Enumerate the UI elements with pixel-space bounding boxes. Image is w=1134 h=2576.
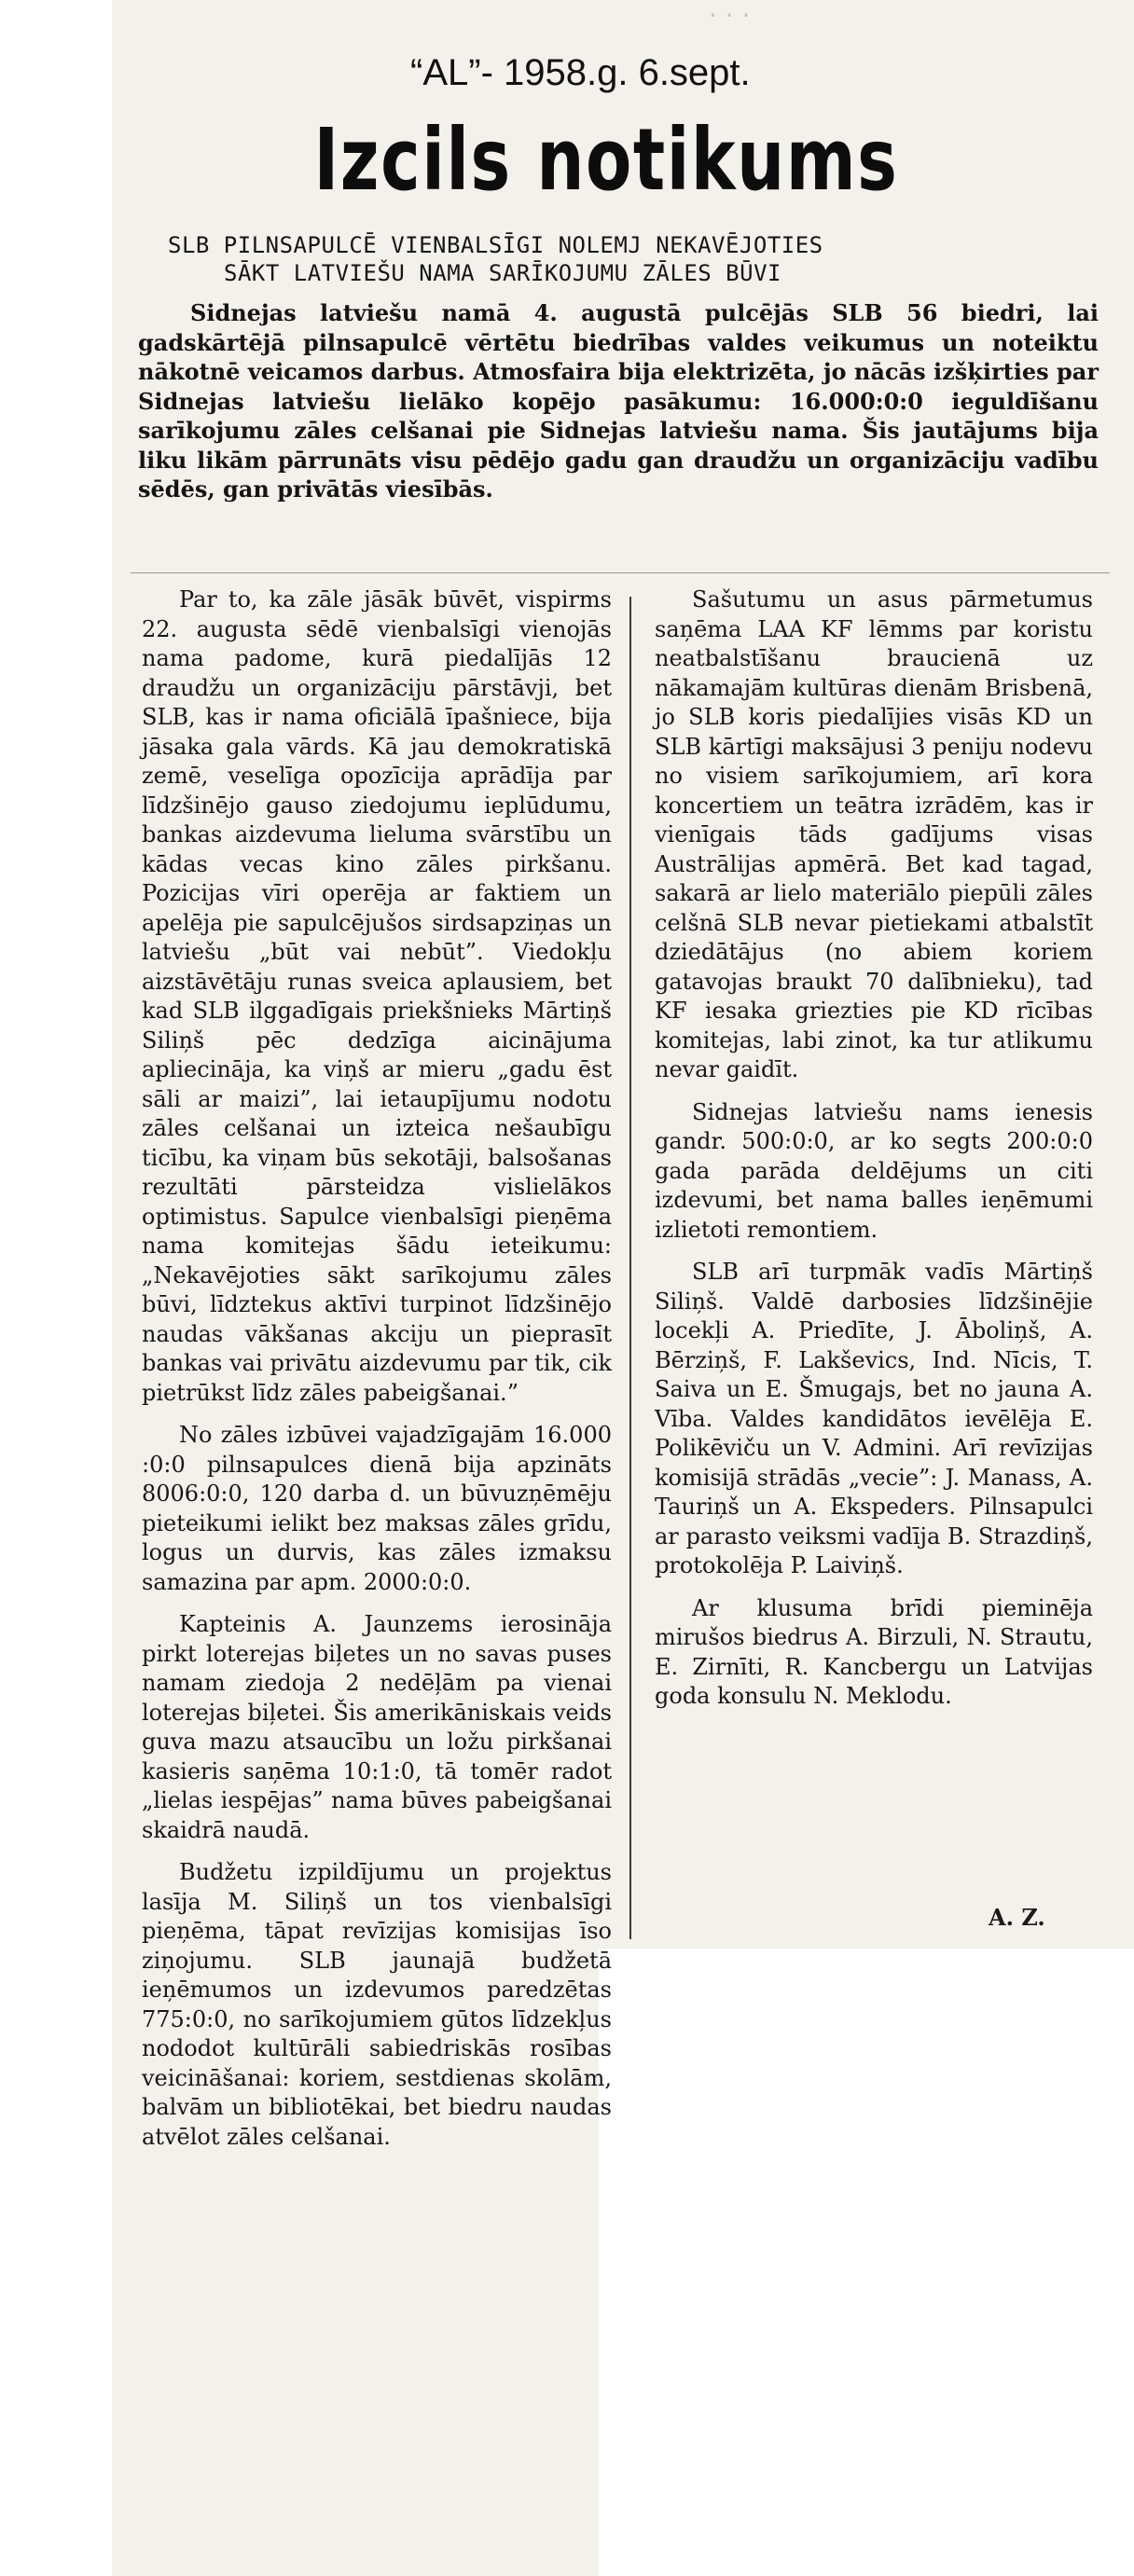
subheadline-line-1: SLB PILNSAPULCĒ VIENBALSĪGI NOLEMJ NEKAVĒJOTIES — [168, 232, 823, 258]
left-paragraph-4: Budžetu izpildījumu un projektus lasīja M. Siliņš un tos vienbalsīgi pieņēma, tāpat revīzijas komisijas īso ziņojumu. SLB jaunajā budžetā ieņēmumos un izdevumos paredzētas 775:0:0, no sarīkojumiem gūtos līdzekļus nododot kultūrāli sabiedriskās rosības veicināšanai: koriem, sestdienas skolām, balvām un bibliotēkai, bet biedru naudas atvēlot zāles celšanai. — [142, 1859, 612, 2150]
right-paragraph-3: SLB arī turpmāk vadīs Mārtiņš Siliņš. Valdē darbosies līdzšinējie locekļi A. Priedīte, J. Āboliņš, A. Bērziņš, F. Lakševics, Ind. Nīcis, T. Saiva un E. Šmugajs, bet no jauna A. Vība. Valdes kandidātos ievēlēja E. Polikēviču un V. Admini. Arī revīzijas komisijā strādās „vecie”: J. Manass, A. Tauriņš un A. Ekspeders. Pilnsapulci ar parasto veiksmi vadīja B. Strazdiņš, protokolēja P. Laiviņš. — [655, 1259, 1093, 1578]
article-column-right — [655, 585, 1093, 1725]
article-headline: Izcils notikums — [313, 110, 899, 210]
lead-divider — [131, 572, 1110, 573]
left-paragraph-2: No zāles izbūvei vajadzīgajām 16.000 :0:0 pilnsapulces dienā bija apzināts 8006:0:0, 120 darba d. un būvuzņēmēju pieteikumi ielikt bez maksas zāles grīdu, logus un durvis, kas zāles izmaksu samazina par apm. 2000:0:0. — [142, 1422, 612, 1595]
source-citation: “AL”- 1958.g. 6.sept. — [410, 52, 751, 93]
subheadline-line-2: SĀKT LATVIEŠU NAMA SARĪKOJUMU ZĀLES BŪVI — [224, 260, 781, 286]
column-divider — [629, 597, 631, 1939]
left-paragraph-1: Par to, ka zāle jāsāk būvēt, vispirms 22. augusta sēdē vienbalsīgi vienojās nama padome, kurā piedalījās 12 draudžu un organizāciju pārstāvji, bet SLB, kas ir nama oficiālā īpašniece, bija jāsaka gala vārds. Kā jau demokratiskā zemē, veselīga opozīcija aprādīja par līdzšinējo gauso ziedojumu ieplūdumu, bankas aizdevuma lieluma svārstību un kādas vecas kino zāles pirkšanu. Pozicijas vīri operēja ar faktiem un apelēja pie sapulcējušos sirdsapziņas un latviešu „būt vai nebūt”. Viedokļu aizstāvētāju runas sveica aplausiem, bet kad SLB ilggadīgais priekšnieks Mārtiņš Siliņš pēc dedzīga aicinājuma apliecināja, ka viņš ar mieru „gadu ēst sāli ar maizi”, lai ietaupījumu nodotu zāles celšanai un izteica nešaubīgu ticību, ka viņam būs sekotāji, balsošanas rezultāti pārsteidza vislielākos optimistus. Sapulce vienbalsīgi pieņēma nama komitejas šādu ieteikumu: „Nekavējoties sākt sarīkojumu zāles būvi, līdztekus aktīvi turpinot līdzšinējo naudas vākšanas akciju un pieprasīt bankas vai privātu aizdevumu par tik, cik pietrūkst līdz zāles pabeigšanai.” — [142, 586, 612, 1406]
right-paragraph-4: Ar klusuma brīdi pieminēja mirušos biedrus A. Birzuli, N. Strautu, E. Zirnīti, R. Kancbergu un Latvijas goda konsulu N. Meklodu. — [655, 1594, 1093, 1709]
right-paragraph-1: Sašutumu un asus pārmetumus saņēma LAA KF lēmms par koristu neatbalstīšanu braucienā uz nākamajām kultūras dienām Brisbenā, jo SLB koris piedalījies visās KD un SLB kārtīgi maksājusi 3 peniju nodevu no visiem sarīkojumiem, arī kora koncertiem un teātra izrādēm, kas ir vienīgais tāds gadījums visas Austrālijas apmērā. Bet kad tagad, sakarā ar lielo materiālo piepūli zāles celšnā SLB nevar pietiekami atbalstīt dziedātājus (no abiem koriem gatavojas braukt 70 dalībnieku), tad KF iesaka griezties pie KD rīcības komitejas, labi zinot, ka tur atlikumu nevar gaidīt. — [655, 586, 1093, 1082]
lead-paragraph — [138, 298, 1099, 504]
article-subheadline — [168, 231, 1100, 287]
article-column-left — [142, 585, 612, 2165]
faint-handwritten-mark: · · · — [709, 0, 751, 31]
right-paragraph-2: Sidnejas latviešu nams ienesis gandr. 500:0:0, ar ko segts 200:0:0 gada parāda deldējums un citi izdevumi, bet nama balles ieņēmumi izlietoti remontiem. — [655, 1098, 1093, 1243]
left-paragraph-3: Kapteinis A. Jaunzems ierosināja pirkt loterejas biļetes un no savas puses namam ziedoja 2 nedēļām pa vienai loterejas biļetei. Šis amerikāniskais veids guva mazu atsaucību un ložu pirkšanai kasieris saņēma 10:1:0, tā tomēr radot „lielas iespējas” nama būves pabeigšanai skaidrā naudā. — [142, 1611, 612, 1843]
author-signature: A. Z. — [989, 1904, 1045, 1931]
lead-text: Sidnejas latviešu namā 4. augustā pulcējās SLB 56 biedri, lai gadskārtējā pilnsapulcē vērtētu biedrības valdes veikumus un noteiktu nākotnē veicamos darbus. Atmosfaira bija elektrizēta, jo nācās izšķirties par Sidnejas latviešu lielāko kopējo pasākumu: 16.000:0:0 ieguldīšanu sarīkojumu zāles celšanai pie Sidnejas latviešu nama. Šis jautājums bija liku likām pārrunāts visu pēdējo gadu gan draudžu un organizāciju vadību sēdēs, gan privātās viesībās. — [138, 299, 1099, 503]
